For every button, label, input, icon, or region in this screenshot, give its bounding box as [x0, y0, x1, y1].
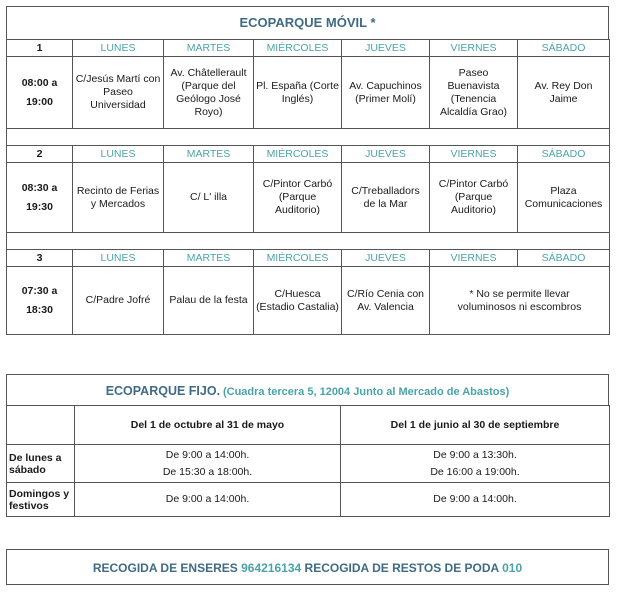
weekday-label: De lunes a sábado: [7, 445, 75, 483]
route-1-stops-row: [7, 57, 610, 129]
weekday-summer-hours: [341, 445, 610, 483]
route-2-time: [7, 163, 73, 233]
day-sabado: SÁBADO: [518, 146, 610, 163]
route-2-time-start: 08:30 a: [21, 181, 58, 194]
movil-title: ECOPARQUE MÓVIL *: [239, 15, 376, 30]
fijo-title: ECOPARQUE FIJO.: [105, 384, 221, 398]
weekday-winter-morning: De 9:00 a 14:00h.: [165, 448, 250, 461]
route-2-number: 2: [7, 146, 73, 163]
route-2-stop-sabado: Plaza Comunicaciones: [518, 163, 610, 233]
route-1-time-end: 19:00: [26, 95, 53, 108]
route-2-stops-row: [7, 163, 610, 233]
poda-label: RECOGIDA DE RESTOS DE PODA: [304, 561, 499, 575]
period-winter: Del 1 de octubre al 31 de mayo: [75, 406, 341, 445]
route-3-stops-row: [7, 267, 610, 335]
period-summer: Del 1 de junio al 30 de septiembre: [341, 406, 610, 445]
movil-title-box: [6, 6, 609, 40]
fijo-header-row: [7, 406, 610, 445]
route-3-note: * No se permite llevar voluminosos ni escombros: [430, 267, 610, 335]
route-2-stop-viernes: C/Pintor Carbó (Parque Auditorio): [430, 163, 518, 233]
route-1-stop-lunes: C/Jesús Martí con Paseo Universidad: [73, 57, 164, 129]
route-2-header-row: [7, 146, 610, 163]
route-3-stop-miercoles: C/Huesca (Estadio Castalia): [254, 267, 342, 335]
day-martes: MARTES: [164, 250, 254, 267]
fijo-schedule-table: [6, 405, 610, 517]
route-1-time: [7, 57, 73, 129]
route-3-time: [7, 267, 73, 335]
weekday-winter-hours: [75, 445, 341, 483]
route-2-stop-lunes: Recinto de Ferias y Mercados: [73, 163, 164, 233]
route-2-stop-miercoles: C/Pintor Carbó (Parque Auditorio): [254, 163, 342, 233]
route-1-stop-miercoles: Pl. España (Corte Inglés): [254, 57, 342, 129]
route-2-time-end: 19:30: [26, 200, 53, 213]
fijo-empty-corner: [7, 406, 75, 445]
route-3-header-row: [7, 250, 610, 267]
day-jueves: JUEVES: [342, 40, 430, 57]
route-1-time-start: 08:00 a: [21, 76, 58, 89]
day-jueves: JUEVES: [342, 250, 430, 267]
day-miercoles: MIÉRCOLES: [254, 40, 342, 57]
enseres-phone: 964216134: [241, 561, 302, 575]
route-1-number: 1: [7, 40, 73, 57]
day-viernes: VIERNES: [430, 250, 518, 267]
weekday-summer-afternoon: De 16:00 a 19:00h.: [430, 465, 520, 478]
holiday-summer-hours: De 9:00 a 14:00h.: [341, 483, 610, 517]
day-viernes: VIERNES: [430, 40, 518, 57]
weekday-winter-afternoon: De 15:30 a 18:00h.: [162, 465, 253, 478]
day-lunes: LUNES: [73, 40, 164, 57]
poda-phone: 010: [502, 561, 523, 575]
route-3-time-start: 07:30 a: [21, 284, 58, 297]
day-sabado: SÁBADO: [518, 40, 610, 57]
weekday-summer-morning: De 9:00 a 13:30h.: [433, 448, 517, 461]
day-miercoles: MIÉRCOLES: [254, 146, 342, 163]
enseres-label: RECOGIDA DE ENSERES: [92, 561, 238, 575]
recogida-box: [6, 549, 609, 585]
day-viernes: VIERNES: [430, 146, 518, 163]
route-3-stop-martes: Palau de la festa: [164, 267, 254, 335]
fijo-title-box: [6, 374, 609, 406]
day-jueves: JUEVES: [342, 146, 430, 163]
route-1-stop-jueves: Av. Capuchinos (Primer Molí): [342, 57, 430, 129]
holiday-winter-hours: De 9:00 a 14:00h.: [75, 483, 341, 517]
gap-row: [7, 129, 610, 146]
day-martes: MARTES: [164, 146, 254, 163]
movil-schedule-table: [6, 39, 610, 335]
day-lunes: LUNES: [73, 250, 164, 267]
day-lunes: LUNES: [73, 146, 164, 163]
route-1-header-row: [7, 40, 610, 57]
route-1-stop-viernes: Paseo Buenavista (Tenencia Alcaldía Grao): [430, 57, 518, 129]
holiday-label: Domingos y festivos: [7, 483, 75, 517]
route-3-stop-lunes: C/Padre Jofré: [73, 267, 164, 335]
route-2-stop-jueves: C/Treballadors de la Mar: [342, 163, 430, 233]
fijo-holiday-row: [7, 483, 610, 517]
route-3-stop-jueves: C/Río Cenia con Av. Valencia: [342, 267, 430, 335]
day-miercoles: MIÉRCOLES: [254, 250, 342, 267]
gap-row: [7, 233, 610, 250]
fijo-address: (Cuadra tercera 5, 12004 Junto al Mercado de Abastos): [222, 386, 510, 398]
route-3-time-end: 18:30: [26, 303, 53, 316]
day-sabado: SÁBADO: [518, 250, 610, 267]
route-1-stop-martes: Av. Châtellerault (Parque del Geólogo José Royo): [164, 57, 254, 129]
route-2-stop-martes: C/ L' illa: [164, 163, 254, 233]
route-3-number: 3: [7, 250, 73, 267]
route-1-stop-sabado: Av. Rey Don Jaime: [518, 57, 610, 129]
day-martes: MARTES: [164, 40, 254, 57]
fijo-weekday-row: [7, 445, 610, 483]
